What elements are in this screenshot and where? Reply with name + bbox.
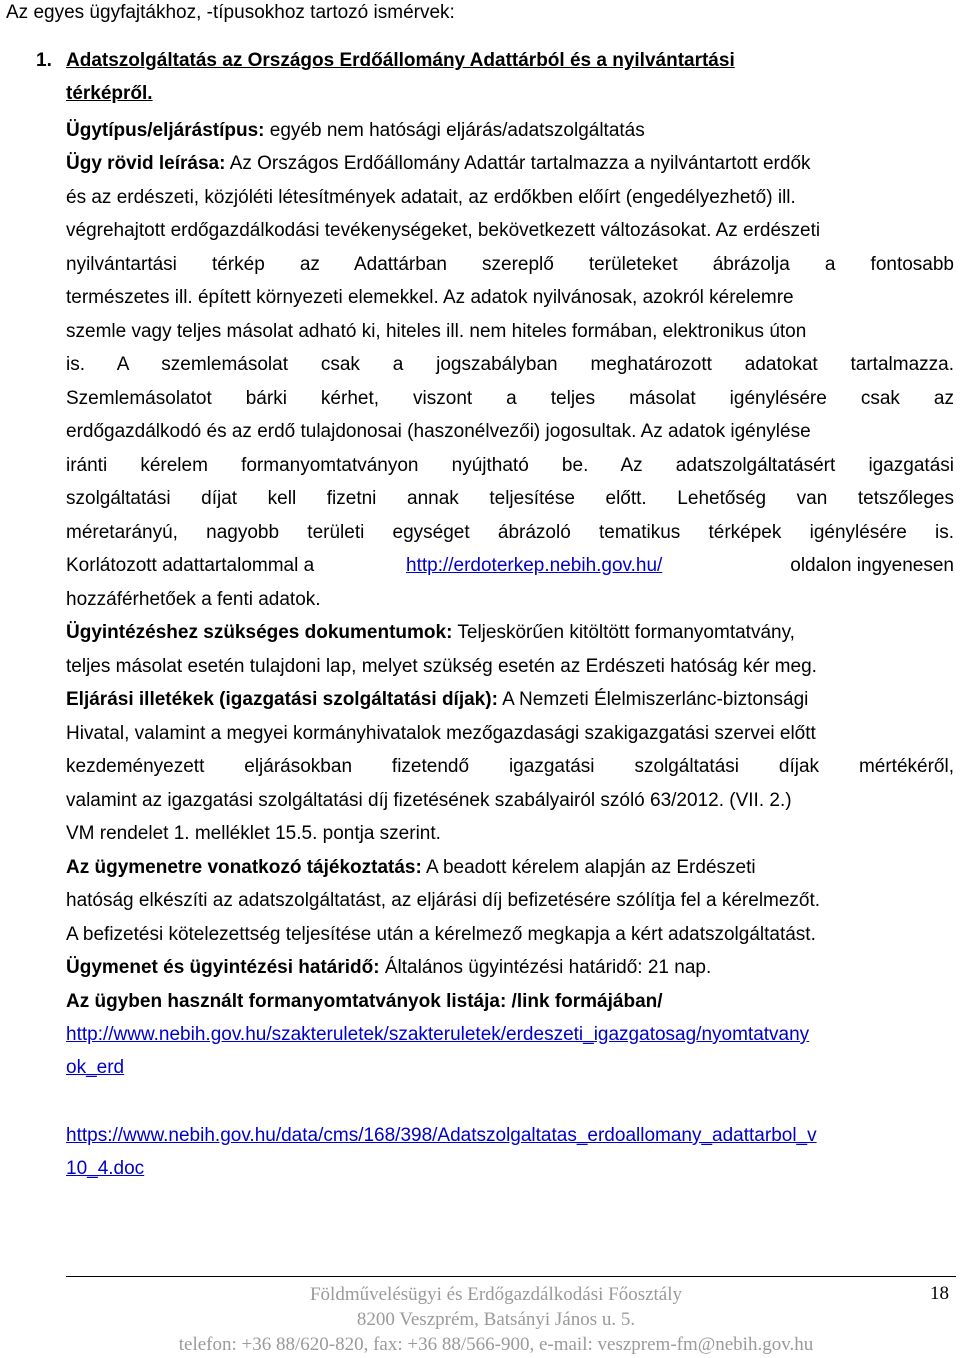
summary-text-13-pre: Korlátozott adattartalommal a [66,555,315,576]
summary-line-7: is. A szemlemásolat csak a jogszabályban meghatározott adatokat tartalmazza. [66,354,954,375]
summary-line-10: iránti kérelem formanyomtatványon nyújtható be. Az adatszolgáltatásért igazgatási [66,455,954,476]
documents-line-1 [66,622,954,644]
forms-link-2-line-1[interactable]: https://www.nebih.gov.hu/data/cms/168/398/Adatszolgaltatas_erdoallomany_adattarbol_v [66,1125,817,1146]
summary-line-3: végrehajtott erdőgazdálkodási tevékenységeket, bekövetkezett változásokat. Az erdészeti [66,220,821,241]
section-title-line1: Adatszolgáltatás az Országos Erdőállomány Adattárból és a nyilvántartási [66,50,735,71]
intro-text: Az egyes ügyfajtákhoz, -típusokhoz tartozó ismérvek: [6,2,455,23]
summary-line-2: és az erdészeti, közjóléti létesítmények adatait, az erdőkben előírt (engedélyezhető) ill. [66,187,796,208]
summary-line-5: természetes ill. épített környezeti elemekkel. Az adatok nyilvánosak, azokról kérelemre [66,287,794,308]
erdoterkep-link[interactable]: http://erdoterkep.nebih.gov.hu/ [406,555,663,576]
deadline-line [66,957,954,979]
fees-line-2: Hivatal, valamint a megyei kormányhivatalok mezőgazdasági szakigazgatási szervei előtt [66,723,816,744]
deadline-value: Általános ügyintézési határidő: 21 nap. [384,957,712,978]
process-line-3: A befizetési kötelezettség teljesítése után a kérelmező megkapja a kért adatszolgáltatást. [66,924,816,945]
forms-link-1-line-2[interactable]: ok_erd [66,1057,125,1078]
case-type [66,120,954,142]
footer-address: 8200 Veszprém, Batsányi János u. 5. [356,1309,636,1330]
footer-org: Földművelésügyi és Erdőgazdálkodási Főosztály [309,1284,683,1305]
documents-line-2: teljes másolat esetén tulajdoni lap, melyet szükség esetén az Erdészeti hatóság kér meg. [66,656,817,677]
process-line-2: hatóság elkészíti az adatszolgáltatást, az eljárási díj befizetésére szólítja fel a kérelmezőt. [66,890,821,911]
summary-line-14: hozzáférhetőek a fenti adatok. [66,589,321,610]
summary-line-11: szolgáltatási díjat kell fizetni annak teljesítése előtt. Lehetőség van tetszőleges [66,488,954,509]
summary-line-4: nyilvántartási térkép az Adattárban szereplő területeket ábrázolja a fontosabb [66,254,954,275]
deadline-label: Ügymenet és ügyintézési határidő: [66,957,380,978]
fees-line-1 [66,689,954,711]
section-title-line2: térképről. [66,83,153,104]
footer-divider [66,1276,956,1277]
process-label: Az ügymenetre vonatkozó tájékoztatás: [66,857,422,878]
summary-text-13-post: oldalon ingyenesen [790,555,954,576]
forms-label: Az ügyben használt formanyomtatványok listája: /link formájában/ [66,991,663,1012]
forms-link-1-line-1[interactable]: http://www.nebih.gov.hu/szakteruletek/szakteruletek/erdeszeti_igazgatosag/nyomtatvany [66,1024,810,1045]
case-type-value: egyéb nem hatósági eljárás/adatszolgáltatás [269,120,645,141]
documents-label: Ügyintézéshez szükséges dokumentumok: [66,622,453,643]
fees-label: Eljárási illetékek (igazgatási szolgáltatási díjak): [66,689,498,710]
summary-line-12: méretarányú, nagyobb területi egységet ábrázoló tematikus térképek igénylésére is. [66,522,954,543]
process-text-1: A beadott kérelem alapján az Erdészeti [426,857,756,878]
summary-label: Ügy rövid leírása: [66,153,226,174]
section-number: 1. [36,50,52,71]
forms-link-2-line-2[interactable]: 10_4.doc [66,1158,145,1179]
case-type-label: Ügytípus/eljárástípus: [66,120,265,141]
process-line-1 [66,857,954,879]
summary-line-1 [66,153,954,175]
documents-text-1: Teljeskörűen kitöltött formanyomtatvány, [457,622,795,643]
summary-line-6: szemle vagy teljes másolat adható ki, hiteles ill. nem hiteles formában, elektronikus úton [66,321,807,342]
footer-contact: telefon: +36 88/620-820, fax: +36 88/566-900, e-mail: veszprem-fm@nebih.gov.hu [178,1334,814,1355]
page-number: 18 [930,1283,949,1304]
fees-text-1: A Nemzeti Élelmiszerlánc-biztonsági [502,689,809,710]
fees-line-5: VM rendelet 1. melléklet 15.5. pontja szerint. [66,823,441,844]
summary-line-9: erdőgazdálkodó és az erdő tulajdonosai (haszonélvezői) jogosultak. Az adatok igénylése [66,421,811,442]
summary-line-8: Szemlemásolatot bárki kérhet, viszont a teljes másolat igénylésére csak az [66,388,954,409]
fees-line-4: valamint az igazgatási szolgáltatási díj fizetésének szabályairól szóló 63/2012. (VII. 2.) [66,790,792,811]
fees-line-3: kezdeményezett eljárásokban fizetendő igazgatási szolgáltatási díjak mértékéről, [66,756,954,777]
summary-text-1: Az Országos Erdőállomány Adattár tartalmazza a nyilvántartott erdők [229,153,811,174]
